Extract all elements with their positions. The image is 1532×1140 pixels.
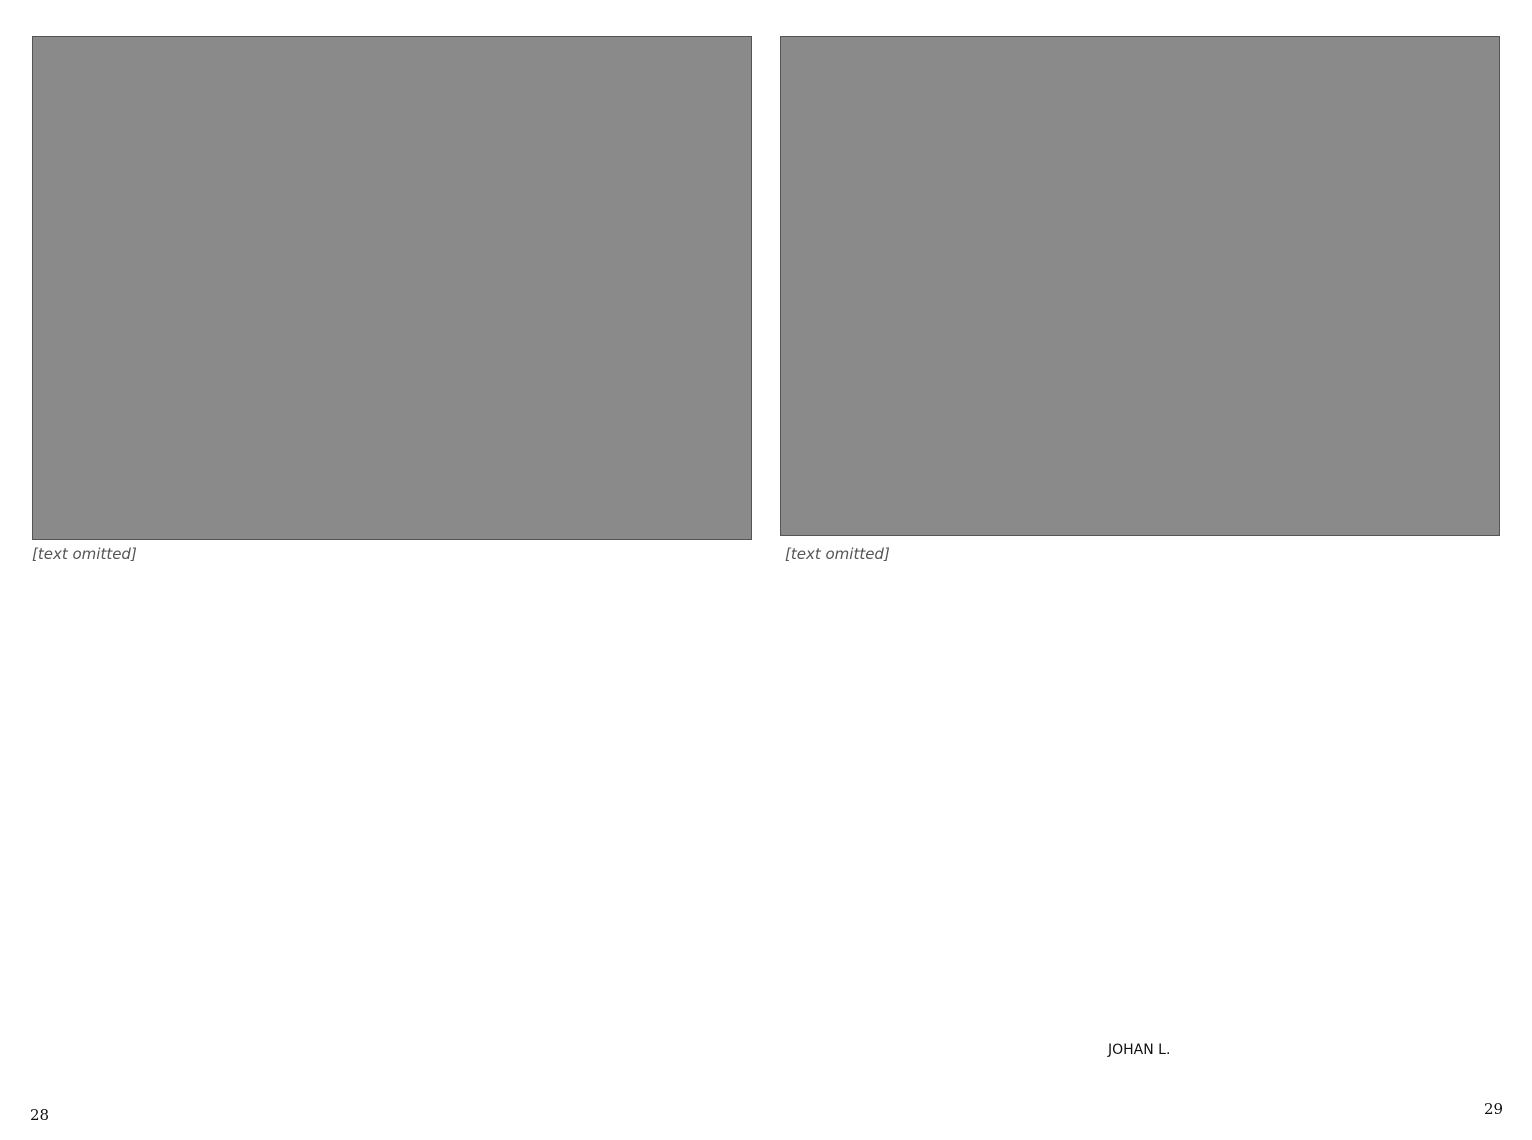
left-column-text: [text omitted] bbox=[32, 545, 137, 563]
page-number-right: 29 bbox=[1484, 1100, 1504, 1118]
right-column-text: [text omitted] bbox=[785, 545, 890, 563]
page-number-left: 28 bbox=[30, 1106, 50, 1124]
photo-left bbox=[32, 36, 752, 540]
byline: JOHAN L. bbox=[1108, 1042, 1171, 1058]
photo-right bbox=[780, 36, 1500, 536]
